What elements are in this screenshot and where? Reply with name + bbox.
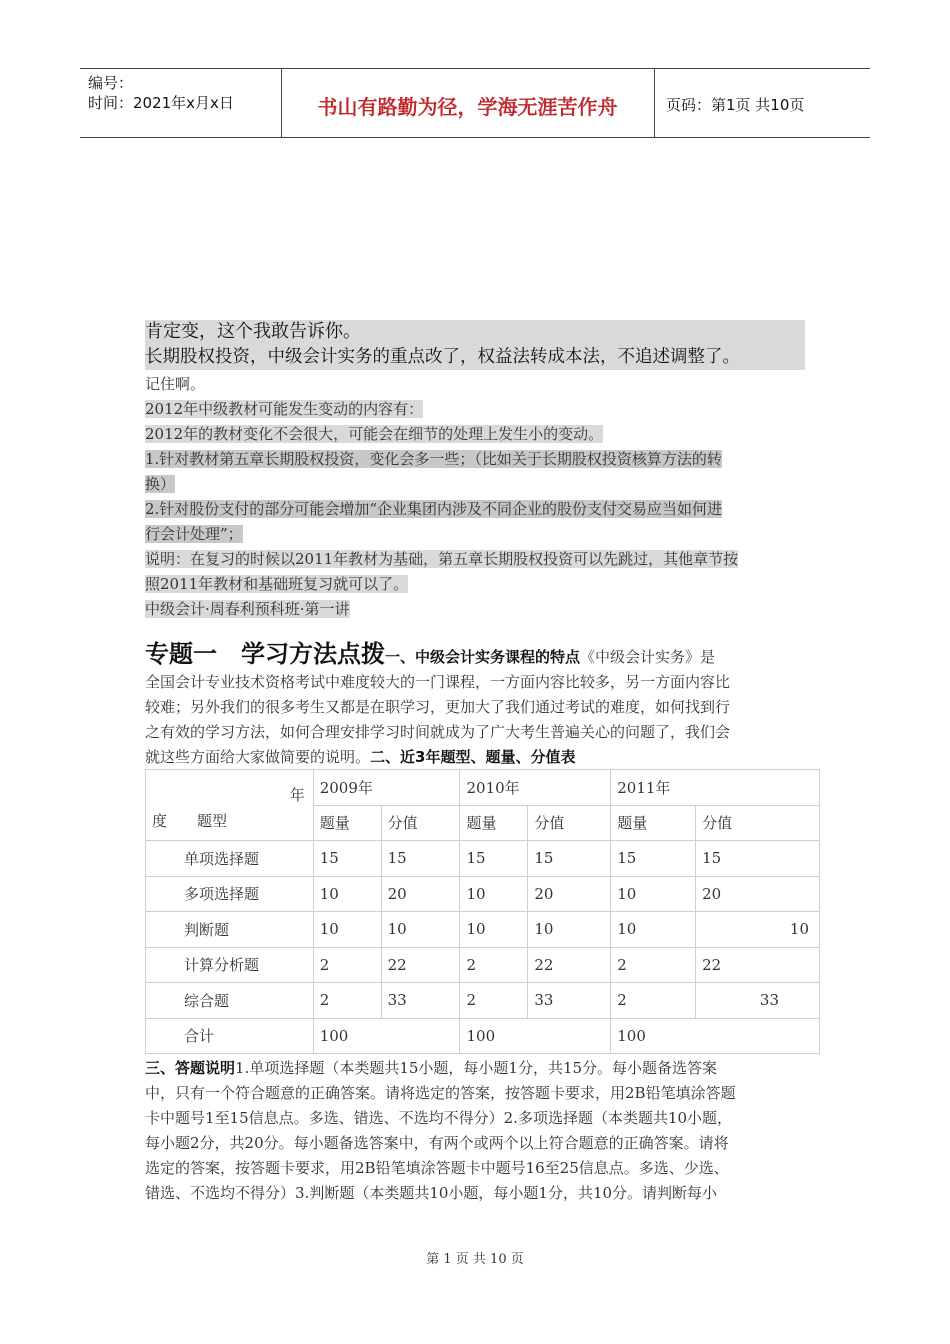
count-cell: 10 <box>611 912 696 948</box>
paragraph-line: 较难；另外我们的很多考生又都是在职学习，更加大了我们通过考试的难度，如何找到行 <box>145 698 731 716</box>
intro-line-2: 长期股权投资，中级会计实务的重点改了，权益法转成本法，不追述调整了。 <box>145 344 805 370</box>
section-1-paragraph <box>145 670 805 770</box>
note-3-cont: 换） <box>145 475 176 493</box>
intro-line-1: 肯定变，这个我敢告诉你。 <box>145 320 805 344</box>
question-type-cell: 单项选择题 <box>146 841 314 877</box>
count-cell: 10 <box>460 912 528 948</box>
count-cell: 10 <box>611 876 696 912</box>
question-type-cell: 计算分析题 <box>146 947 314 983</box>
score-cell: 22 <box>696 947 820 983</box>
section-3-block <box>145 1056 810 1206</box>
count-cell: 2 <box>313 983 381 1019</box>
count-cell: 10 <box>313 912 381 948</box>
notes-block <box>145 397 805 622</box>
col-score-header: 分值 <box>528 805 611 841</box>
note-5-cont: 照2011年教材和基础班复习就可以了。 <box>145 575 409 593</box>
score-cell: 15 <box>528 841 611 877</box>
paragraph-line: 选定的答案，按答题卡要求，用2B铅笔填涂答题卡中题号16至25信息点。多选、少选、 <box>145 1159 729 1177</box>
section-1-text-start: 《中级会计实务》是 <box>580 648 716 666</box>
table-corner-cell <box>146 770 314 841</box>
score-cell: 22 <box>381 947 460 983</box>
header-page-label: 页码：第1页 共10页 <box>666 96 805 114</box>
section-1-heading <box>145 634 805 670</box>
score-cell: 22 <box>528 947 611 983</box>
score-cell: 20 <box>528 876 611 912</box>
count-cell: 2 <box>460 947 528 983</box>
question-type-cell: 判断题 <box>146 912 314 948</box>
count-cell: 15 <box>611 841 696 877</box>
note-4: 2.针对股份支付的部分可能会增加“企业集团内涉及不同企业的股份支付交易应当如何进 <box>145 500 722 518</box>
note-5: 说明：在复习的时候以2011年教材为基础，第五章长期股权投资可以先跳过，其他章节按 <box>145 550 739 568</box>
score-cell: 15 <box>696 841 820 877</box>
paragraph-line: 中，只有一个符合题意的正确答案。请将选定的答案，按答题卡要求，用2B铅笔填涂答题 <box>145 1084 736 1102</box>
number-label: 编号： <box>88 74 134 92</box>
count-cell: 2 <box>611 947 696 983</box>
count-cell: 2 <box>460 983 528 1019</box>
header-motto: 书山有路勤为径，学海无涯苦作舟 <box>317 95 618 119</box>
paragraph-line: 卡中题号1至15信息点。多选、错选、不选均不得分）2.多项选择题（本类题共10小题， <box>145 1109 733 1127</box>
year-header: 2010年 <box>460 770 611 806</box>
section-1-subtitle: 一、中级会计实务课程的特点 <box>385 648 581 666</box>
note-6: 中级会计·周春利预科班·第一讲 <box>145 600 350 618</box>
col-count-header: 题量 <box>611 805 696 841</box>
table-title: 二、近3年题型、题量、分值表 <box>370 748 576 766</box>
table-row <box>146 841 820 877</box>
total-cell: 100 <box>611 1018 820 1054</box>
page-footer: 第 1 页 共 10 页 <box>426 1252 524 1267</box>
header-meta <box>88 73 278 113</box>
count-cell: 15 <box>460 841 528 877</box>
paragraph-last-line: 就这些方面给大家做简要的说明。二、近3年题型、题量、分值表 <box>145 748 576 766</box>
score-cell: 10 <box>696 912 820 948</box>
paragraph-line: 每小题2分，共20分。每小题备选答案中，有两个或两个以上符合题意的正确答案。请将 <box>145 1134 729 1152</box>
col-count-header: 题量 <box>313 805 381 841</box>
paragraph-line: 全国会计专业技术资格考试中难度较大的一门课程，一方面内容比较多，另一方面内容比 <box>145 673 731 691</box>
score-cell: 20 <box>696 876 820 912</box>
table-row <box>146 983 820 1019</box>
year-header: 2009年 <box>313 770 460 806</box>
total-cell: 100 <box>313 1018 460 1054</box>
question-type-cell: 多项选择题 <box>146 876 314 912</box>
question-type-cell: 综合题 <box>146 983 314 1019</box>
table-row <box>146 876 820 912</box>
score-cell: 33 <box>381 983 460 1019</box>
col-count-header: 题量 <box>460 805 528 841</box>
score-cell: 33 <box>528 983 611 1019</box>
corner-type-label: 度 题型 <box>152 812 228 830</box>
table-row <box>146 912 820 948</box>
year-header: 2011年 <box>611 770 820 806</box>
count-cell: 10 <box>313 876 381 912</box>
total-cell: 100 <box>460 1018 611 1054</box>
score-cell: 20 <box>381 876 460 912</box>
col-score-header: 分值 <box>696 805 820 841</box>
note-1: 2012年中级教材可能发生变动的内容有： <box>145 400 424 418</box>
page-header <box>80 68 870 138</box>
table-row <box>146 947 820 983</box>
score-cell: 15 <box>381 841 460 877</box>
total-label-cell: 合计 <box>146 1018 314 1054</box>
header-divider <box>654 69 655 137</box>
section-1-title: 专题一 学习方法点拨 <box>145 640 385 668</box>
note-2: 2012年的教材变化不会很大，可能会在细节的处理上发生小的变动。 <box>145 425 604 443</box>
count-cell: 15 <box>313 841 381 877</box>
paragraph-line: 错选、不选均不得分）3.判断题（本类题共10小题，每小题1分，共10分。请判断每小 <box>145 1184 718 1202</box>
corner-year-label: 年 <box>289 786 305 804</box>
score-cell: 33 <box>696 983 820 1019</box>
table-total-row <box>146 1018 820 1054</box>
score-table <box>145 769 820 1054</box>
paragraph-line: 之有效的学习方法，如何合理安排学习时间就成为了广大考生普遍关心的问题了，我们会 <box>145 723 731 741</box>
score-cell: 10 <box>528 912 611 948</box>
count-cell: 2 <box>313 947 381 983</box>
note-4-cont: 行会计处理”； <box>145 525 243 543</box>
date-label: 时间：2021年x月x日 <box>88 94 234 112</box>
section-3-first-line: 三、答题说明1.单项选择题（本类题共15小题，每小题1分，共15分。每小题备选答案 <box>145 1059 718 1077</box>
section-3-heading: 三、答题说明 <box>145 1059 236 1077</box>
intro-line-3: 记住啊。 <box>145 375 206 393</box>
count-cell: 2 <box>611 983 696 1019</box>
note-3: 1.针对教材第五章长期股权投资，变化会多一些；（比如关于长期股权投资核算方法的转 <box>145 450 722 468</box>
table-header-row <box>146 770 820 806</box>
score-cell: 10 <box>381 912 460 948</box>
col-score-header: 分值 <box>381 805 460 841</box>
count-cell: 10 <box>460 876 528 912</box>
